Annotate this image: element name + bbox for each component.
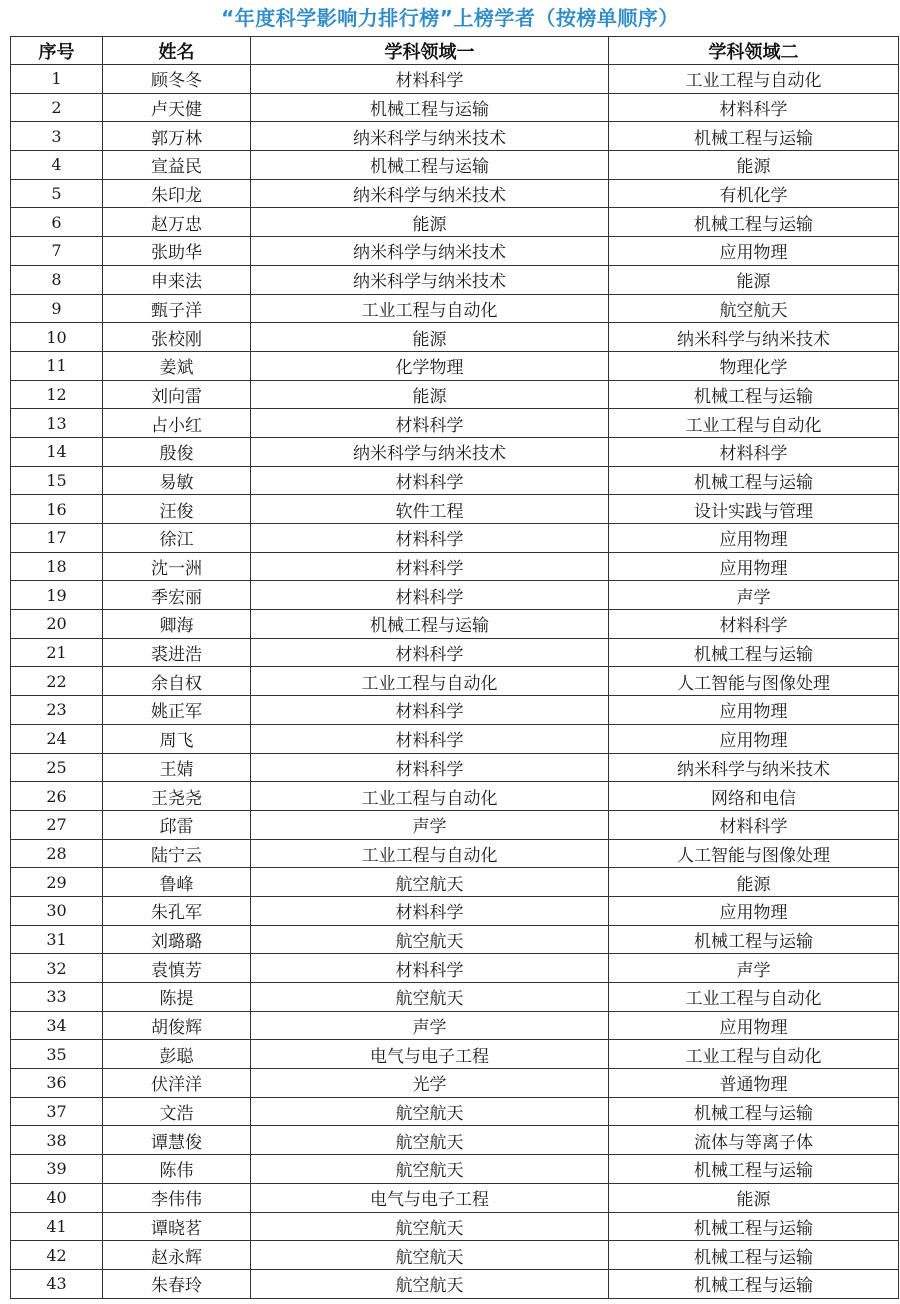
table-row xyxy=(11,524,899,553)
row-index: 25 xyxy=(11,753,103,782)
scholar-name: 申来法 xyxy=(103,265,251,294)
row-index: 32 xyxy=(11,954,103,983)
field-two: 应用物理 xyxy=(609,237,899,266)
scholar-name: 姚正军 xyxy=(103,696,251,725)
row-index: 22 xyxy=(11,667,103,696)
scholar-name: 徐江 xyxy=(103,524,251,553)
table-row xyxy=(11,409,899,438)
scholar-name: 沈一洲 xyxy=(103,552,251,581)
table-row xyxy=(11,581,899,610)
field-two: 材料科学 xyxy=(609,437,899,466)
scholar-name: 余自权 xyxy=(103,667,251,696)
field-one: 航空航天 xyxy=(251,1126,609,1155)
row-index: 12 xyxy=(11,380,103,409)
table-row xyxy=(11,208,899,237)
scholar-name: 易敏 xyxy=(103,466,251,495)
row-index: 35 xyxy=(11,1040,103,1069)
scholar-name: 汪俊 xyxy=(103,495,251,524)
field-two: 能源 xyxy=(609,868,899,897)
table-row xyxy=(11,65,899,94)
scholar-name: 鲁峰 xyxy=(103,868,251,897)
field-two: 能源 xyxy=(609,1183,899,1212)
table-row xyxy=(11,667,899,696)
table-row xyxy=(11,638,899,667)
field-one: 航空航天 xyxy=(251,1155,609,1184)
field-one: 材料科学 xyxy=(251,581,609,610)
scholar-name: 朱印龙 xyxy=(103,179,251,208)
row-index: 6 xyxy=(11,208,103,237)
field-two: 声学 xyxy=(609,581,899,610)
table-row xyxy=(11,839,899,868)
row-index: 18 xyxy=(11,552,103,581)
table-row xyxy=(11,868,899,897)
scholar-name: 刘向雷 xyxy=(103,380,251,409)
table-row xyxy=(11,1040,899,1069)
row-index: 29 xyxy=(11,868,103,897)
table-row xyxy=(11,552,899,581)
row-index: 7 xyxy=(11,237,103,266)
field-two: 机械工程与运输 xyxy=(609,466,899,495)
field-two: 工业工程与自动化 xyxy=(609,983,899,1012)
row-index: 1 xyxy=(11,65,103,94)
field-two: 工业工程与自动化 xyxy=(609,65,899,94)
row-index: 28 xyxy=(11,839,103,868)
scholar-name: 邱雷 xyxy=(103,810,251,839)
scholar-name: 朱春玲 xyxy=(103,1269,251,1298)
scholar-name: 裘进浩 xyxy=(103,638,251,667)
table-row xyxy=(11,1097,899,1126)
row-index: 31 xyxy=(11,925,103,954)
scholar-name: 卿海 xyxy=(103,610,251,639)
row-index: 20 xyxy=(11,610,103,639)
field-one: 声学 xyxy=(251,810,609,839)
row-index: 37 xyxy=(11,1097,103,1126)
table-row xyxy=(11,925,899,954)
field-two: 机械工程与运输 xyxy=(609,925,899,954)
row-index: 8 xyxy=(11,265,103,294)
table-row xyxy=(11,1241,899,1270)
scholar-name: 郭万林 xyxy=(103,122,251,151)
row-index: 42 xyxy=(11,1241,103,1270)
field-one: 纳米科学与纳米技术 xyxy=(251,179,609,208)
table-row xyxy=(11,151,899,180)
field-two: 人工智能与图像处理 xyxy=(609,667,899,696)
field-one: 工业工程与自动化 xyxy=(251,782,609,811)
row-index: 3 xyxy=(11,122,103,151)
field-two: 物理化学 xyxy=(609,351,899,380)
field-one: 材料科学 xyxy=(251,65,609,94)
field-two: 纳米科学与纳米技术 xyxy=(609,323,899,352)
row-index: 4 xyxy=(11,151,103,180)
table-row xyxy=(11,122,899,151)
field-one: 纳米科学与纳米技术 xyxy=(251,237,609,266)
field-two: 流体与等离子体 xyxy=(609,1126,899,1155)
table-row xyxy=(11,983,899,1012)
table-row xyxy=(11,610,899,639)
row-index: 14 xyxy=(11,437,103,466)
scholar-name: 赵万忠 xyxy=(103,208,251,237)
field-two: 机械工程与运输 xyxy=(609,1269,899,1298)
row-index: 5 xyxy=(11,179,103,208)
scholar-name: 谭慧俊 xyxy=(103,1126,251,1155)
field-one: 工业工程与自动化 xyxy=(251,839,609,868)
scholar-name: 赵永辉 xyxy=(103,1241,251,1270)
row-index: 27 xyxy=(11,810,103,839)
table-row xyxy=(11,1011,899,1040)
scholar-name: 季宏丽 xyxy=(103,581,251,610)
row-index: 26 xyxy=(11,782,103,811)
row-index: 30 xyxy=(11,896,103,925)
page-title: “年度科学影响力排行榜”上榜学者（按榜单顺序） xyxy=(221,6,679,30)
table-row xyxy=(11,351,899,380)
row-index: 40 xyxy=(11,1183,103,1212)
table-row xyxy=(11,437,899,466)
scholar-name: 王婧 xyxy=(103,753,251,782)
row-index: 41 xyxy=(11,1212,103,1241)
field-one: 材料科学 xyxy=(251,954,609,983)
field-two: 航空航天 xyxy=(609,294,899,323)
field-two: 应用物理 xyxy=(609,1011,899,1040)
field-two: 机械工程与运输 xyxy=(609,122,899,151)
scholar-name: 卢天健 xyxy=(103,93,251,122)
row-index: 39 xyxy=(11,1155,103,1184)
scholar-name: 姜斌 xyxy=(103,351,251,380)
field-one: 材料科学 xyxy=(251,724,609,753)
header-name: 姓名 xyxy=(103,37,251,65)
scholar-name: 李伟伟 xyxy=(103,1183,251,1212)
row-index: 38 xyxy=(11,1126,103,1155)
scholar-name: 顾冬冬 xyxy=(103,65,251,94)
table-row xyxy=(11,495,899,524)
field-two: 工业工程与自动化 xyxy=(609,1040,899,1069)
table-row xyxy=(11,696,899,725)
field-one: 能源 xyxy=(251,323,609,352)
row-index: 33 xyxy=(11,983,103,1012)
table-row xyxy=(11,1155,899,1184)
field-two: 机械工程与运输 xyxy=(609,380,899,409)
row-index: 21 xyxy=(11,638,103,667)
table-row xyxy=(11,466,899,495)
table-row xyxy=(11,380,899,409)
field-two: 材料科学 xyxy=(609,610,899,639)
field-one: 纳米科学与纳米技术 xyxy=(251,122,609,151)
field-two: 机械工程与运输 xyxy=(609,1097,899,1126)
field-two: 有机化学 xyxy=(609,179,899,208)
field-two: 人工智能与图像处理 xyxy=(609,839,899,868)
row-index: 19 xyxy=(11,581,103,610)
table-row xyxy=(11,1183,899,1212)
field-one: 机械工程与运输 xyxy=(251,93,609,122)
field-one: 光学 xyxy=(251,1069,609,1098)
table-row xyxy=(11,753,899,782)
table-row xyxy=(11,93,899,122)
table-row xyxy=(11,323,899,352)
field-one: 机械工程与运输 xyxy=(251,151,609,180)
table-header-row xyxy=(11,37,899,65)
scholar-name: 宣益民 xyxy=(103,151,251,180)
field-two: 材料科学 xyxy=(609,93,899,122)
scholar-name: 张助华 xyxy=(103,237,251,266)
scholar-name: 陆宁云 xyxy=(103,839,251,868)
table-row xyxy=(11,1069,899,1098)
field-two: 普通物理 xyxy=(609,1069,899,1098)
table-row xyxy=(11,1269,899,1298)
field-one: 材料科学 xyxy=(251,753,609,782)
table-row xyxy=(11,954,899,983)
field-one: 工业工程与自动化 xyxy=(251,667,609,696)
row-index: 2 xyxy=(11,93,103,122)
row-index: 36 xyxy=(11,1069,103,1098)
field-two: 应用物理 xyxy=(609,696,899,725)
row-index: 23 xyxy=(11,696,103,725)
field-one: 航空航天 xyxy=(251,983,609,1012)
scholar-name: 伏洋洋 xyxy=(103,1069,251,1098)
field-two: 网络和电信 xyxy=(609,782,899,811)
field-one: 材料科学 xyxy=(251,552,609,581)
table-row xyxy=(11,179,899,208)
table-row xyxy=(11,237,899,266)
field-one: 工业工程与自动化 xyxy=(251,294,609,323)
field-one: 能源 xyxy=(251,208,609,237)
scholar-name: 王尧尧 xyxy=(103,782,251,811)
row-index: 43 xyxy=(11,1269,103,1298)
field-two: 能源 xyxy=(609,151,899,180)
scholar-name: 彭聪 xyxy=(103,1040,251,1069)
scholar-name: 陈提 xyxy=(103,983,251,1012)
row-index: 34 xyxy=(11,1011,103,1040)
table-row xyxy=(11,1126,899,1155)
field-two: 能源 xyxy=(609,265,899,294)
field-one: 化学物理 xyxy=(251,351,609,380)
scholar-name: 袁慎芳 xyxy=(103,954,251,983)
field-two: 应用物理 xyxy=(609,724,899,753)
field-two: 应用物理 xyxy=(609,524,899,553)
scholar-name: 胡俊辉 xyxy=(103,1011,251,1040)
field-one: 材料科学 xyxy=(251,696,609,725)
field-two: 材料科学 xyxy=(609,810,899,839)
field-two: 应用物理 xyxy=(609,896,899,925)
row-index: 15 xyxy=(11,466,103,495)
field-one: 材料科学 xyxy=(251,409,609,438)
field-two: 机械工程与运输 xyxy=(609,1212,899,1241)
field-one: 材料科学 xyxy=(251,524,609,553)
scholar-name: 甄子洋 xyxy=(103,294,251,323)
field-two: 机械工程与运输 xyxy=(609,208,899,237)
row-index: 11 xyxy=(11,351,103,380)
header-field-one: 学科领域一 xyxy=(251,37,609,65)
row-index: 10 xyxy=(11,323,103,352)
header-field-two: 学科领域二 xyxy=(609,37,899,65)
scholar-table xyxy=(10,36,899,1299)
field-one: 声学 xyxy=(251,1011,609,1040)
row-index: 17 xyxy=(11,524,103,553)
field-one: 航空航天 xyxy=(251,1241,609,1270)
field-one: 纳米科学与纳米技术 xyxy=(251,437,609,466)
field-one: 航空航天 xyxy=(251,1212,609,1241)
field-two: 机械工程与运输 xyxy=(609,1155,899,1184)
field-two: 应用物理 xyxy=(609,552,899,581)
table-row xyxy=(11,1212,899,1241)
row-index: 24 xyxy=(11,724,103,753)
table-row xyxy=(11,810,899,839)
field-one: 航空航天 xyxy=(251,868,609,897)
field-one: 航空航天 xyxy=(251,1097,609,1126)
field-one: 航空航天 xyxy=(251,925,609,954)
table-row xyxy=(11,782,899,811)
table-row xyxy=(11,724,899,753)
field-two: 工业工程与自动化 xyxy=(609,409,899,438)
scholar-name: 文浩 xyxy=(103,1097,251,1126)
field-one: 能源 xyxy=(251,380,609,409)
field-one: 电气与电子工程 xyxy=(251,1040,609,1069)
field-two: 机械工程与运输 xyxy=(609,638,899,667)
field-one: 电气与电子工程 xyxy=(251,1183,609,1212)
table-row xyxy=(11,265,899,294)
field-one: 软件工程 xyxy=(251,495,609,524)
table-body xyxy=(11,65,899,1299)
field-two: 机械工程与运输 xyxy=(609,1241,899,1270)
row-index: 13 xyxy=(11,409,103,438)
row-index: 9 xyxy=(11,294,103,323)
scholar-name: 朱孔军 xyxy=(103,896,251,925)
scholar-name: 占小红 xyxy=(103,409,251,438)
field-two: 声学 xyxy=(609,954,899,983)
field-two: 设计实践与管理 xyxy=(609,495,899,524)
field-one: 材料科学 xyxy=(251,466,609,495)
field-one: 航空航天 xyxy=(251,1269,609,1298)
field-one: 材料科学 xyxy=(251,896,609,925)
field-one: 材料科学 xyxy=(251,638,609,667)
field-two: 纳米科学与纳米技术 xyxy=(609,753,899,782)
row-index: 16 xyxy=(11,495,103,524)
table-row xyxy=(11,896,899,925)
scholar-name: 张校刚 xyxy=(103,323,251,352)
field-one: 机械工程与运输 xyxy=(251,610,609,639)
table-row xyxy=(11,294,899,323)
header-index: 序号 xyxy=(11,37,103,65)
scholar-name: 刘璐璐 xyxy=(103,925,251,954)
scholar-name: 殷俊 xyxy=(103,437,251,466)
scholar-name: 陈伟 xyxy=(103,1155,251,1184)
field-one: 纳米科学与纳米技术 xyxy=(251,265,609,294)
scholar-name: 周飞 xyxy=(103,724,251,753)
scholar-name: 谭晓茗 xyxy=(103,1212,251,1241)
